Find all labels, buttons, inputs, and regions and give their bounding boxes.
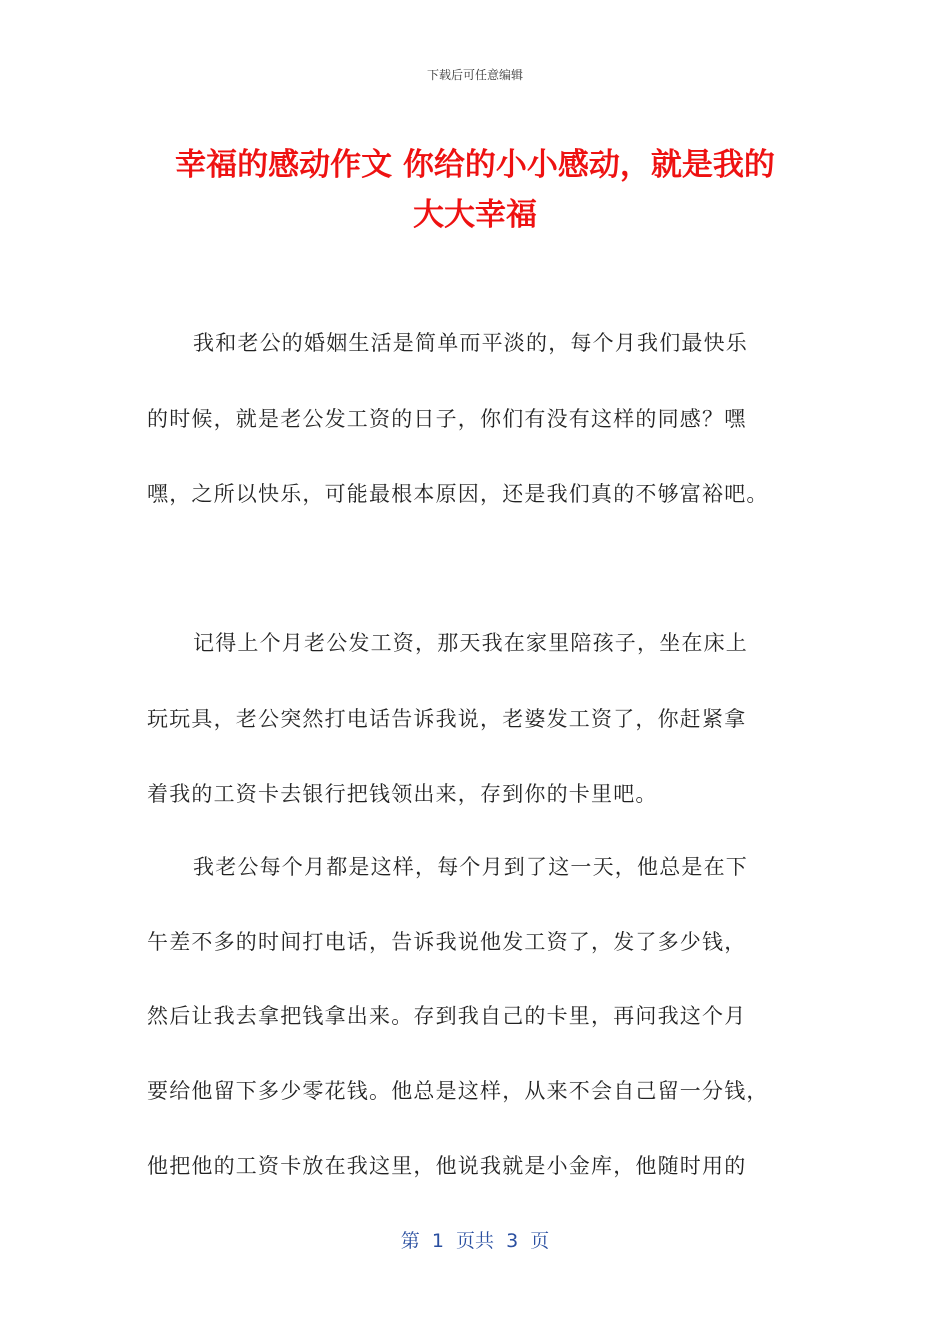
title-line-1: 幸福的感动作文 你给的小小感动，就是我的 (175, 147, 775, 183)
text-line: 的时候，就是老公发工资的日子，你们有没有这样的同感？嘿 (147, 407, 747, 431)
text-line: 我和老公的婚姻生活是简单而平淡的，每个月我们最快乐 (193, 331, 748, 355)
header-note: 下载后可任意编辑 (426, 68, 523, 82)
title-line-2: 大大幸福 (413, 197, 537, 233)
text-line: 着我的工资卡去银行把钱领出来，存到你的卡里吧。 (147, 782, 658, 806)
text-line: 要给他留下多少零花钱。他总是这样，从来不会自己留一分钱， (147, 1079, 769, 1103)
text-line: 记得上个月老公发工资，那天我在家里陪孩子，坐在床上 (193, 631, 748, 655)
text-line: 玩玩具，老公突然打电话告诉我说，老婆发工资了，你赶紧拿 (147, 707, 747, 731)
text-line: 午差不多的时间打电话，告诉我说他发工资了，发了多少钱， (147, 930, 747, 954)
text-line: 我老公每个月都是这样，每个月到了这一天，他总是在下 (193, 855, 748, 879)
text-line: 他把他的工资卡放在我这里，他说我就是小金库，他随时用的 (147, 1154, 747, 1178)
text-line: 嘿，之所以快乐，可能最根本原因，还是我们真的不够富裕吧。 (147, 482, 769, 506)
text-line: 然后让我去拿把钱拿出来。存到我自己的卡里，再问我这个月 (147, 1004, 747, 1028)
page-title (140, 140, 810, 240)
page-number-footer: 第 1 页共 3 页 (400, 1230, 550, 1252)
